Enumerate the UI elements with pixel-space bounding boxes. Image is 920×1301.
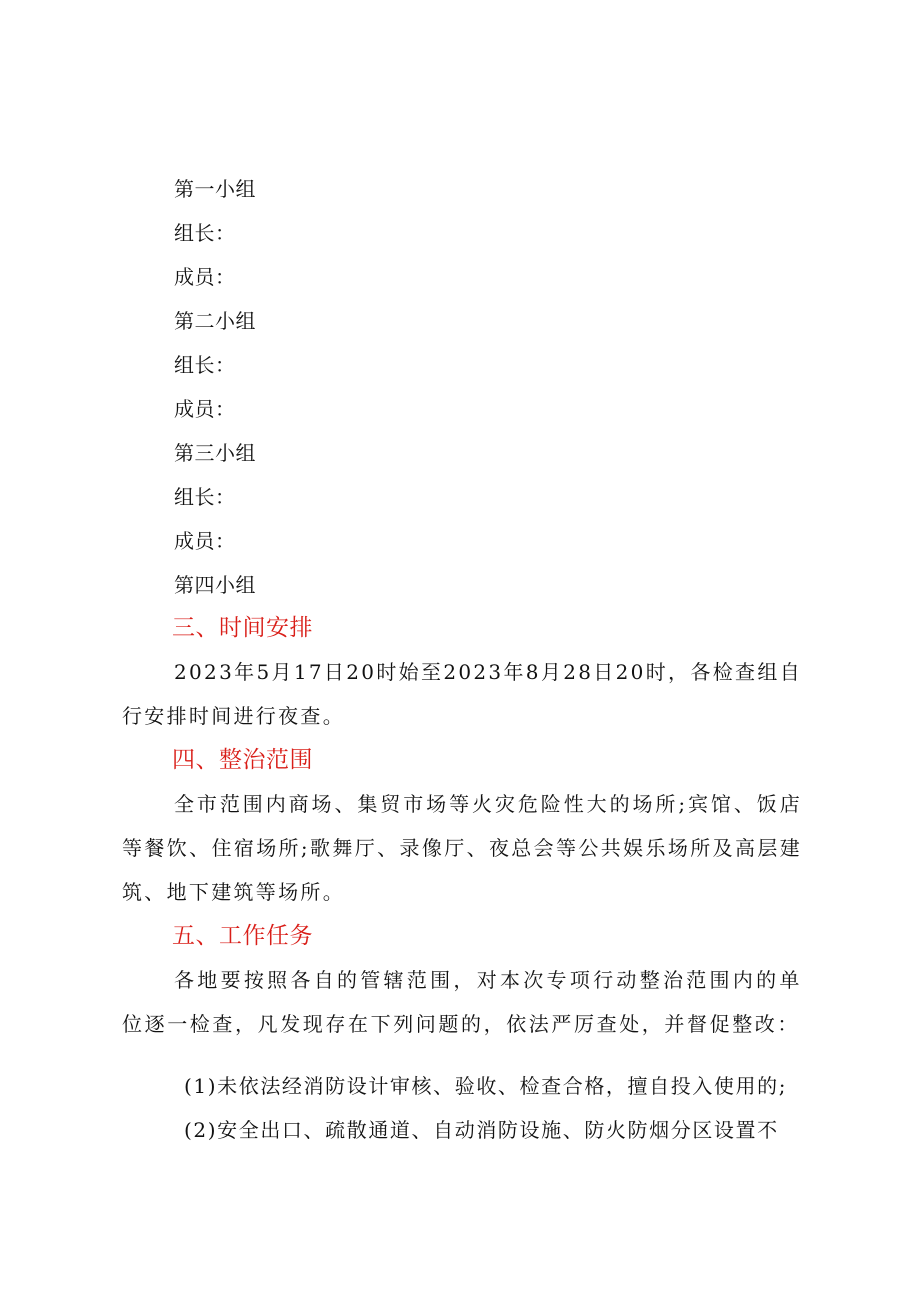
group-1-title: 第一小组: [174, 177, 256, 201]
task-item-1: (1)未依法经消防设计审核、验收、检查合格，擅自投入使用的;: [184, 1074, 788, 1098]
group-2-title: 第二小组: [174, 309, 256, 333]
group-3-leader: 组长：: [174, 485, 236, 509]
group-1-members: 成员：: [174, 265, 236, 289]
section-text-time: 2023年5月17日20时始至2023年8月28日20时，各检查组自行安排时间进行夜查。: [122, 660, 802, 728]
section-text-scope: 全市范围内商场、集贸市场等火灾危险性大的场所;宾馆、饭店等餐饮、住宿场所;歌舞厅、录像厅、夜总会等公共娱乐场所及高层建筑、地下建筑等场所。: [122, 792, 802, 904]
task-item-2: (2)安全出口、疏散通道、自动消防设施、防火防烟分区设置不: [184, 1118, 779, 1142]
group-2-leader: 组长：: [174, 353, 236, 377]
section-heading-tasks: 五、工作任务: [172, 923, 313, 949]
section-text-tasks: 各地要按照各自的管辖范围，对本次专项行动整治范围内的单位逐一检查，凡发现存在下列问题的，依法严厉查处，并督促整改：: [122, 968, 802, 1036]
group-3-title: 第三小组: [174, 441, 256, 465]
group-2-members: 成员：: [174, 397, 236, 421]
section-heading-time: 三、时间安排: [172, 615, 313, 641]
group-4-title: 第四小组: [174, 573, 256, 597]
group-3-members: 成员：: [174, 529, 236, 553]
group-1-leader: 组长：: [174, 221, 236, 245]
section-heading-scope: 四、整治范围: [172, 747, 313, 773]
